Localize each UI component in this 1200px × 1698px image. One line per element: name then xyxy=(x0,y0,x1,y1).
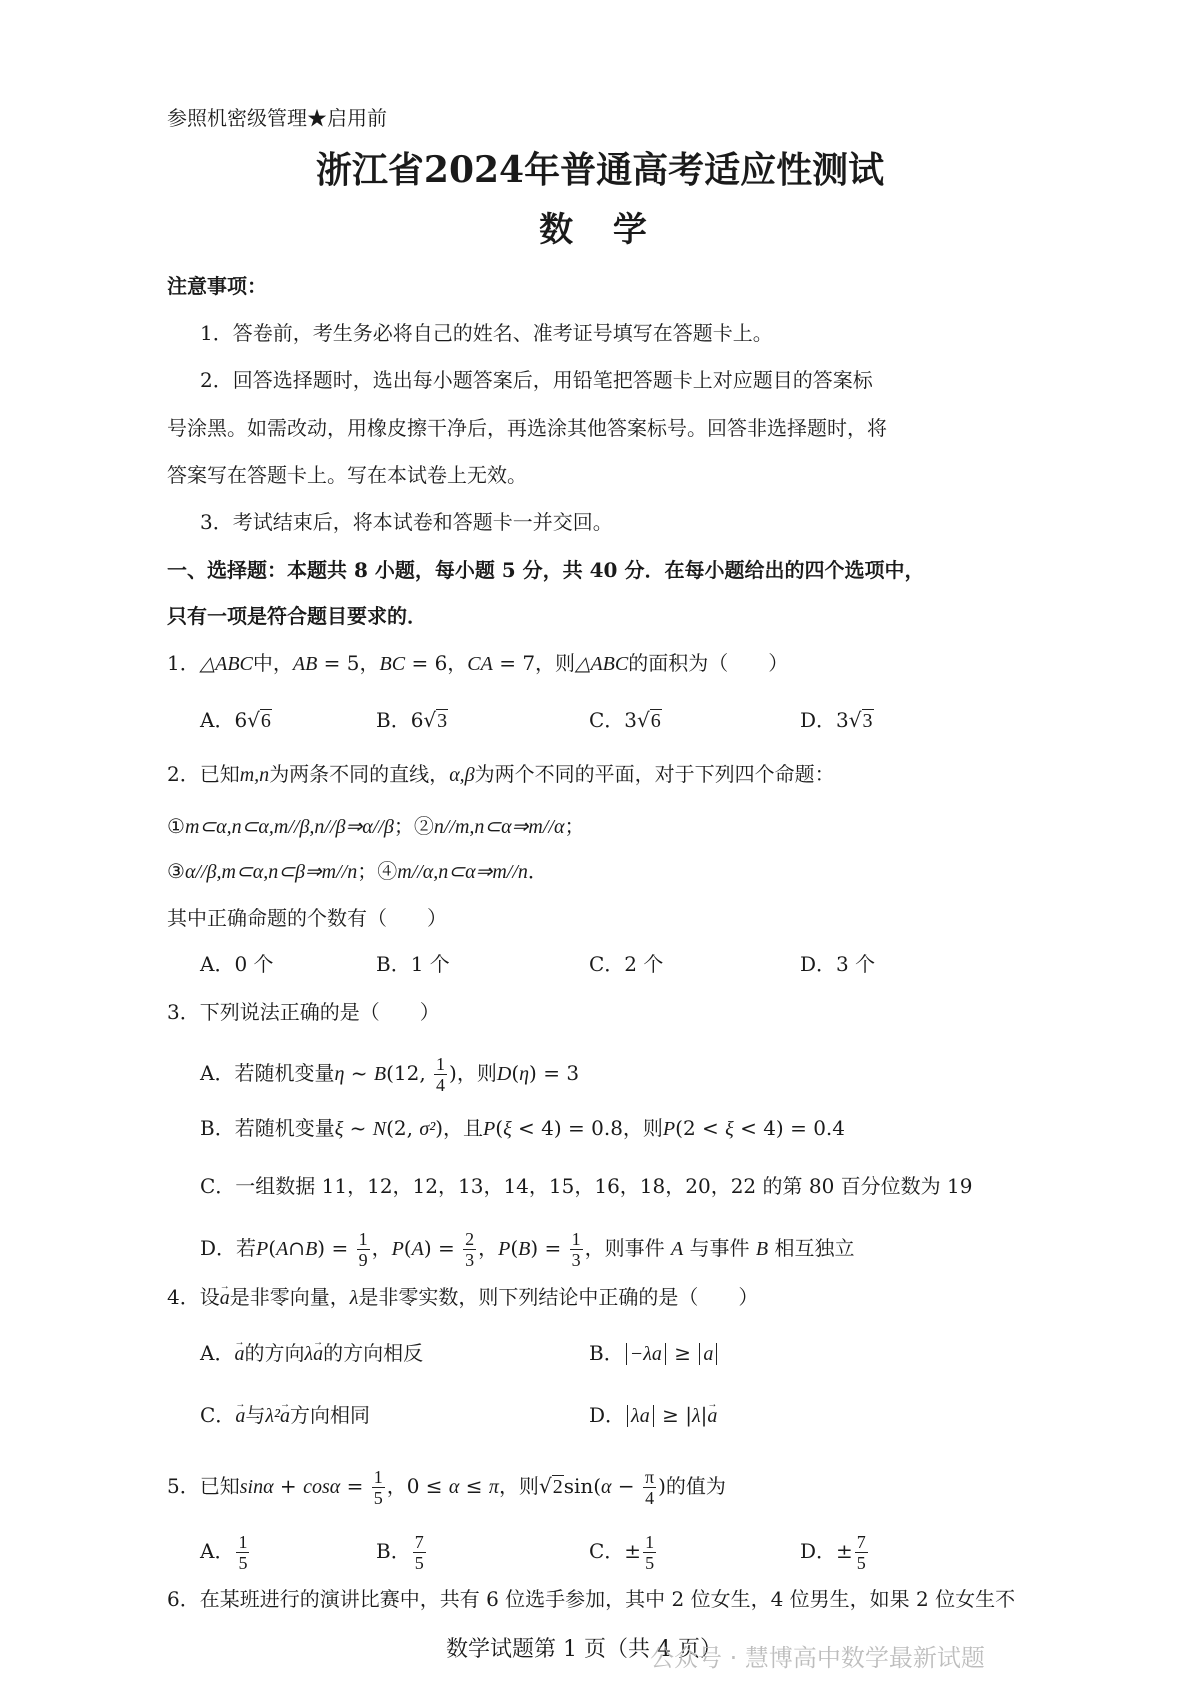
math-symbol: ξ xyxy=(503,1118,512,1140)
text-run: ≥ xyxy=(667,1341,698,1365)
text-run: = 7，则 xyxy=(492,651,576,675)
absolute-value: −λa xyxy=(626,1343,666,1365)
fraction xyxy=(570,1229,583,1270)
text-run: C．2 个 xyxy=(589,952,664,976)
page-footer: 数学试题第 1 页（共 4 页） xyxy=(446,1637,722,1662)
numerator: 1 xyxy=(436,1054,446,1074)
question-6 xyxy=(167,1587,1015,1611)
radicand: 3 xyxy=(437,710,448,732)
section-heading: 一、选择题：本题共 8 小题，每小题 5 分，共 40 分．在每小题给出的四个选项中， xyxy=(167,558,925,582)
denominator: 5 xyxy=(645,1553,655,1573)
notice-heading: 注意事项： xyxy=(167,274,267,298)
fraction xyxy=(643,1467,656,1508)
math-symbol: α//β,m⊂α,n⊂β⇒m//n xyxy=(184,861,358,883)
notice-item: 号涂黑。如需改动，用橡皮擦干净后，再选涂其他答案标号。回答非选择题时，将 xyxy=(167,416,887,440)
fraction xyxy=(413,1532,426,1573)
text-run: )，则 xyxy=(449,1061,497,1085)
text-run: ；② xyxy=(393,814,434,838)
math-symbol: A xyxy=(411,1238,424,1260)
math-symbol: m,n xyxy=(239,764,270,786)
math-symbol: P xyxy=(662,1118,676,1140)
text-run: ( xyxy=(403,1236,412,1260)
text-run: ~ xyxy=(344,1061,374,1085)
math-symbol: AB xyxy=(292,653,318,675)
math-symbol: △ABC xyxy=(199,653,253,675)
text-run: 的面积为（ ） xyxy=(628,651,789,675)
text-run: D． xyxy=(589,1403,626,1427)
text-run: )的值为 xyxy=(658,1474,726,1498)
text-run: ( xyxy=(268,1236,277,1260)
square-root xyxy=(637,708,662,732)
text-run: 的方向 xyxy=(244,1341,305,1365)
text-run: A．6 xyxy=(200,708,248,732)
text-run: (2 < xyxy=(675,1116,726,1140)
notice-item: 3．考试结束后，将本试卷和答题卡一并交回。 xyxy=(200,510,613,534)
text-run: B．6 xyxy=(376,708,424,732)
question-4 xyxy=(167,1285,758,1310)
text-run: ① xyxy=(167,814,185,838)
fraction xyxy=(372,1467,385,1508)
text-run: 为两条不同的直线， xyxy=(269,762,450,786)
vector: → a xyxy=(220,1287,230,1309)
numerator: 1 xyxy=(571,1229,581,1249)
text-run: ≥ | xyxy=(655,1403,692,1427)
text-run: A． xyxy=(200,1341,235,1365)
text-run: ③ xyxy=(167,859,185,883)
text-run: C． xyxy=(200,1403,236,1427)
text-run: 为两个不同的平面，对于下列四个命题： xyxy=(474,762,835,786)
square-root xyxy=(849,708,874,732)
absolute-value: λa xyxy=(627,1405,654,1427)
math-symbol: m⊂α,n⊂α,m//β,n//β⇒α//β xyxy=(184,816,394,838)
text-run: A．若随机变量 xyxy=(200,1061,335,1085)
denominator: 3 xyxy=(465,1250,475,1270)
numerator: 1 xyxy=(238,1532,248,1552)
question-2-props-1-2 xyxy=(167,814,584,839)
math-symbol: λ xyxy=(691,1405,701,1427)
answer-option xyxy=(800,708,874,733)
math-symbol: λ xyxy=(349,1287,359,1309)
radical-sign: √ xyxy=(423,708,437,732)
square-root xyxy=(539,1474,564,1498)
answer-option xyxy=(800,1532,870,1573)
math-symbol: P xyxy=(498,1238,511,1260)
radical-sign: √ xyxy=(637,708,650,732)
notice-item: 1．答卷前，考生务必将自己的姓名、准考证号填写在答题卡上。 xyxy=(200,321,773,345)
math-symbol: △ABC xyxy=(575,653,629,675)
text-run: 1． xyxy=(167,651,200,675)
radicand: 6 xyxy=(650,710,661,732)
radical-sign: √ xyxy=(538,1474,552,1498)
math-symbol: η xyxy=(334,1063,345,1085)
text-run: ) = xyxy=(530,1236,568,1260)
radical-sign: √ xyxy=(848,708,862,732)
math-symbol: π xyxy=(488,1476,499,1498)
question-3-option-a xyxy=(200,1054,579,1095)
math-symbol: B xyxy=(373,1063,387,1085)
answer-option xyxy=(589,708,662,733)
text-run: (12, xyxy=(386,1061,433,1085)
question-2 xyxy=(167,762,835,787)
notice-item: 2．回答选择题时，选出每小题答案后，用铅笔把答题卡上对应题目的答案标 xyxy=(200,368,873,392)
answer-option xyxy=(376,708,448,733)
text-run: ) = xyxy=(317,1236,355,1260)
math-symbol: α xyxy=(601,1476,612,1498)
text-run: ( xyxy=(510,1236,519,1260)
math-symbol: P xyxy=(483,1118,496,1140)
confidentiality-note: 参照机密级管理★启用前 xyxy=(167,106,387,130)
fraction xyxy=(463,1229,476,1270)
answer-option xyxy=(200,1532,251,1573)
math-symbol: n//m,n⊂α⇒m//α xyxy=(433,816,565,838)
math-symbol: η xyxy=(519,1063,530,1085)
text-run: ( xyxy=(495,1116,504,1140)
text-run: 5．已知 xyxy=(167,1474,240,1498)
question-3-option-d xyxy=(200,1229,855,1270)
text-run: 与 xyxy=(245,1403,266,1427)
denominator: 3 xyxy=(571,1250,581,1270)
fraction xyxy=(236,1532,249,1573)
radicand: 2 xyxy=(552,1476,563,1498)
text-run: B．1 个 xyxy=(376,952,450,976)
math-symbol: m//α,n⊂α⇒m//n xyxy=(397,861,528,883)
math-symbol: BC xyxy=(379,653,406,675)
text-run: D．3 个 xyxy=(800,952,876,976)
math-symbol: λ xyxy=(304,1343,314,1365)
section-heading-cont: 只有一项是符合题目要求的． xyxy=(167,604,427,628)
denominator: 9 xyxy=(358,1250,368,1270)
vector: → a xyxy=(280,1405,290,1427)
vector: → a xyxy=(313,1343,323,1365)
text-run: = 6， xyxy=(405,651,468,675)
denominator: 5 xyxy=(238,1553,248,1573)
answer-option xyxy=(589,1403,717,1428)
math-symbol: B xyxy=(305,1238,318,1260)
denominator: 5 xyxy=(414,1553,424,1573)
text-run: ， xyxy=(371,1236,392,1260)
text-run: = 5， xyxy=(317,651,380,675)
numerator: 1 xyxy=(373,1467,383,1487)
absolute-value: a xyxy=(699,1343,717,1365)
text-run: 6．在某班进行的演讲比赛中，共有 6 位选手参加，其中 2 位女生，4 位男生，如果 2 位女生不 xyxy=(167,1587,1016,1611)
answer-option xyxy=(800,952,875,976)
text-run: 方向相同 xyxy=(289,1403,370,1427)
text-run: 中， xyxy=(252,651,293,675)
text-run: D．3 xyxy=(800,708,849,732)
square-root xyxy=(247,708,272,732)
text-run: − xyxy=(611,1474,642,1498)
text-run: ，则事件 xyxy=(584,1236,671,1260)
math-symbol: N xyxy=(372,1118,387,1140)
fraction xyxy=(855,1532,868,1573)
text-run: 与事件 xyxy=(683,1236,756,1260)
question-3 xyxy=(167,1000,440,1024)
text-run: ) = 3 xyxy=(529,1061,580,1085)
vector: → a xyxy=(235,1405,245,1427)
text-run: 相互独立 xyxy=(768,1236,855,1260)
math-symbol: σ² xyxy=(419,1118,436,1140)
text-run: B． xyxy=(376,1539,411,1563)
numerator: 7 xyxy=(414,1532,424,1552)
answer-option xyxy=(376,1532,428,1573)
numerator: 1 xyxy=(358,1229,368,1249)
text-run: ， xyxy=(478,1236,499,1260)
vector: → a xyxy=(234,1343,244,1365)
question-5 xyxy=(167,1467,726,1508)
question-3-option-b xyxy=(200,1116,845,1141)
text-run: ，则 xyxy=(498,1474,539,1498)
subject-title: 数 学 xyxy=(539,210,661,250)
numerator: 7 xyxy=(856,1532,866,1552)
answer-option xyxy=(200,1403,370,1428)
math-symbol: cosα xyxy=(303,1476,341,1498)
math-symbol: B xyxy=(518,1238,531,1260)
text-run: 的方向相反 xyxy=(323,1341,424,1365)
math-symbol: D xyxy=(496,1063,512,1085)
question-3-option-c xyxy=(200,1174,972,1198)
numerator: π xyxy=(645,1467,655,1487)
text-run: 是非零实数，则下列结论中正确的是（ ） xyxy=(358,1285,759,1309)
denominator: 4 xyxy=(645,1488,655,1508)
text-run: C．± xyxy=(589,1539,642,1563)
text-run: ． xyxy=(527,859,548,883)
watermark: 公众号 · 慧博高中数学最新试题 xyxy=(650,1644,985,1672)
text-run: ；④ xyxy=(357,859,398,883)
question-1 xyxy=(167,651,788,676)
text-run: ) = xyxy=(423,1236,462,1260)
math-symbol: A xyxy=(276,1238,289,1260)
text-run: 是非零向量， xyxy=(229,1285,350,1309)
answer-option xyxy=(200,952,274,976)
math-symbol: ξ xyxy=(334,1118,344,1140)
fraction xyxy=(643,1532,656,1573)
radicand: 3 xyxy=(862,710,873,732)
math-symbol: sinα xyxy=(239,1476,274,1498)
text-run: sin( xyxy=(563,1474,602,1498)
text-run: A． xyxy=(200,1539,235,1563)
math-symbol: A xyxy=(670,1238,684,1260)
text-run: )，且 xyxy=(435,1116,484,1140)
math-symbol: CA xyxy=(467,653,493,675)
math-symbol: λ² xyxy=(265,1405,280,1427)
text-run: ( xyxy=(511,1061,520,1085)
denominator: 4 xyxy=(436,1075,446,1095)
text-run: D．若 xyxy=(200,1236,257,1260)
text-run: ≤ xyxy=(459,1474,489,1498)
denominator: 5 xyxy=(856,1553,866,1573)
text-run: ，0 ≤ xyxy=(386,1474,449,1498)
text-run: 4．设 xyxy=(167,1285,220,1309)
text-run: D．± xyxy=(800,1539,853,1563)
math-symbol: α xyxy=(448,1476,460,1498)
answer-option xyxy=(376,952,450,976)
square-root xyxy=(423,708,448,732)
text-run: 2．已知 xyxy=(167,762,240,786)
question-2-props-3-4 xyxy=(167,859,548,884)
radical-sign: √ xyxy=(247,708,260,732)
numerator: 1 xyxy=(645,1532,655,1552)
radicand: 6 xyxy=(260,710,271,732)
math-symbol: B xyxy=(755,1238,769,1260)
vector: → a xyxy=(707,1405,717,1427)
fraction xyxy=(434,1054,447,1095)
denominator: 5 xyxy=(373,1488,383,1508)
answer-option xyxy=(589,1532,658,1573)
text-run: < 4) = 0.8，则 xyxy=(511,1116,663,1140)
text-run: + xyxy=(273,1474,304,1498)
text-run: A．0 个 xyxy=(200,952,274,976)
text-run: C．3 xyxy=(589,708,638,732)
text-run: | xyxy=(700,1403,708,1427)
math-symbol: α,β xyxy=(449,764,475,786)
text-run: C．一组数据 11，12，12，13，14，15，16，18，20，22 的第 80 百分位数为 19 xyxy=(200,1174,973,1198)
answer-option xyxy=(200,708,272,733)
answer-option xyxy=(589,1341,719,1366)
numerator: 2 xyxy=(465,1229,475,1249)
answer-option xyxy=(200,1341,423,1366)
answer-option xyxy=(589,952,663,976)
math-symbol: P xyxy=(256,1238,269,1260)
text-run: (2, xyxy=(386,1116,420,1140)
math-symbol: P xyxy=(391,1238,404,1260)
text-run: ∩ xyxy=(288,1236,306,1260)
text-run: B．若随机变量 xyxy=(200,1116,335,1140)
text-run: ； xyxy=(564,814,585,838)
text-run: 3．下列说法正确的是（ ） xyxy=(167,1000,440,1024)
text-run: ~ xyxy=(343,1116,373,1140)
math-symbol: ξ xyxy=(725,1118,734,1140)
text-run: < 4) = 0.4 xyxy=(733,1116,845,1140)
exam-title: 浙江省2024年普通高考适应性测试 xyxy=(315,149,885,191)
notice-item: 答案写在答题卡上。写在本试卷上无效。 xyxy=(167,463,527,487)
text-run: B． xyxy=(589,1341,624,1365)
text-run: = xyxy=(340,1474,370,1498)
text-run: 其中正确命题的个数有（ ） xyxy=(167,906,447,930)
question-2-prompt xyxy=(167,906,447,930)
fraction xyxy=(357,1229,370,1270)
